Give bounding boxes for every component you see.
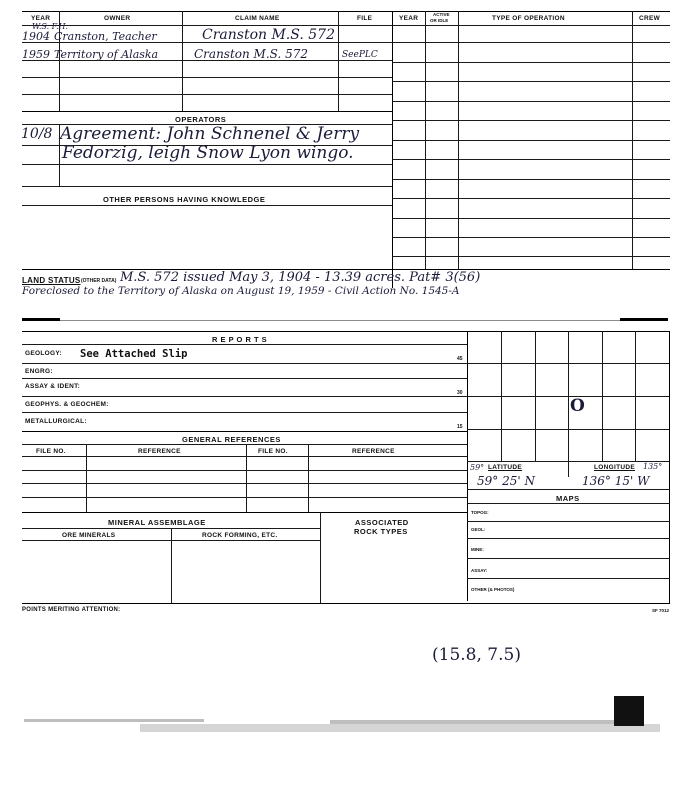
points-meriting-attention: POINTS MERITING ATTENTION:	[22, 607, 121, 613]
lon-suffix: 135°	[643, 462, 663, 471]
geology-label: GEOLOGY:	[25, 350, 62, 357]
land-status-line-2: Foreclosed to the Territory of Alaska on August 19, 1959 - Civil Action No. 1545-A	[22, 285, 460, 297]
geophys-label: GEOPHYS. & GEOCHEM:	[25, 401, 109, 408]
maps-mine: MINE:	[471, 547, 484, 552]
latitude-label: LATITUDE	[488, 464, 523, 471]
land-status-other-data: (OTHER DATA)	[81, 278, 117, 284]
maps-other: OTHER (& PHOTOS)	[471, 587, 515, 592]
associated-label: ASSOCIATED	[355, 518, 409, 527]
coordinate-annotation: (15.8, 7.5)	[432, 645, 521, 665]
report-num-30: 30	[457, 390, 463, 396]
owner-row-claim: Cranston M.S. 572	[194, 47, 308, 61]
active-header: ACTIVE	[433, 12, 450, 17]
engrg-label: ENGRG:	[25, 368, 53, 375]
year2-header: YEAR	[399, 15, 419, 22]
location-marker: O	[570, 396, 585, 416]
claim-name-header: CLAIM NAME	[235, 15, 280, 22]
scan-streak	[140, 724, 660, 732]
land-status-line-1: M.S. 572 issued May 3, 1904 - 13.39 acres. Pat# 3(56)	[120, 270, 481, 285]
general-references-title: GENERAL REFERENCES	[182, 435, 281, 444]
mineral-assemblage-title: MINERAL ASSEMBLAGE	[108, 518, 206, 527]
operators-date: 10/8	[21, 126, 53, 142]
latitude-value: 59° 25' N	[477, 474, 535, 488]
lat-prefix: 59°	[470, 463, 485, 472]
longitude-label: LONGITUDE	[594, 464, 635, 471]
file-header: FILE	[357, 15, 373, 22]
scan-streak	[24, 719, 204, 722]
form-number: SF 7012	[652, 608, 670, 613]
land-status-label: LAND STATUS	[22, 276, 81, 285]
operators-line-1: Agreement: John Schnenel & Jerry	[60, 124, 360, 144]
report-num-45: 45	[457, 356, 463, 362]
maps-assay: ASSAY:	[471, 568, 488, 573]
owner-row-year: 1904	[22, 30, 50, 43]
rock-forming-header: ROCK FORMING, ETC.	[202, 532, 278, 539]
owner-row-year: 1959	[22, 48, 50, 61]
metallurgical-label: METALLURGICAL:	[25, 418, 87, 425]
operators-line-2: Fedorzig, leigh Snow Lyon wingo.	[62, 143, 354, 163]
crew-header: CREW	[639, 15, 661, 22]
owner-row-file: SeePLC	[342, 50, 378, 60]
owner-row-owner: Territory of Alaska	[54, 48, 159, 61]
geology-value: See Attached Slip	[80, 348, 188, 360]
report-num-15: 15	[457, 424, 463, 430]
ore-minerals-header: ORE MINERALS	[62, 532, 116, 539]
ref-reference2-header: REFERENCE	[352, 448, 395, 455]
rock-types-label: ROCK TYPES	[354, 527, 408, 536]
reports-title: R E P O R T S	[212, 335, 268, 344]
year-header: YEAR	[31, 15, 51, 22]
ref-file-no2-header: FILE NO.	[258, 448, 288, 455]
maps-geol: GEOL:	[471, 527, 486, 532]
scan-streak	[330, 720, 630, 724]
owner-row-owner: Cranston, Teacher	[54, 30, 157, 43]
assay-label: ASSAY & IDENT:	[25, 383, 81, 390]
maps-topog: TOPOG:	[471, 510, 489, 515]
ref-file-no-header: FILE NO.	[36, 448, 66, 455]
operators-title: OPERATORS	[175, 115, 227, 124]
longitude-value: 136° 15' W	[582, 474, 650, 488]
maps-title: MAPS	[556, 494, 580, 503]
idle-header: OR IDLE	[430, 18, 449, 23]
owner-row-claim: Cranston M.S. 572	[202, 27, 335, 43]
ref-reference-header: REFERENCE	[138, 448, 181, 455]
owner-note: W.S. F.H.	[32, 22, 69, 31]
owner-header: OWNER	[104, 15, 131, 22]
scan-artifact-block	[614, 696, 644, 726]
other-persons-title: OTHER PERSONS HAVING KNOWLEDGE	[103, 195, 266, 204]
type-of-operation-header: TYPE OF OPERATION	[492, 15, 565, 22]
